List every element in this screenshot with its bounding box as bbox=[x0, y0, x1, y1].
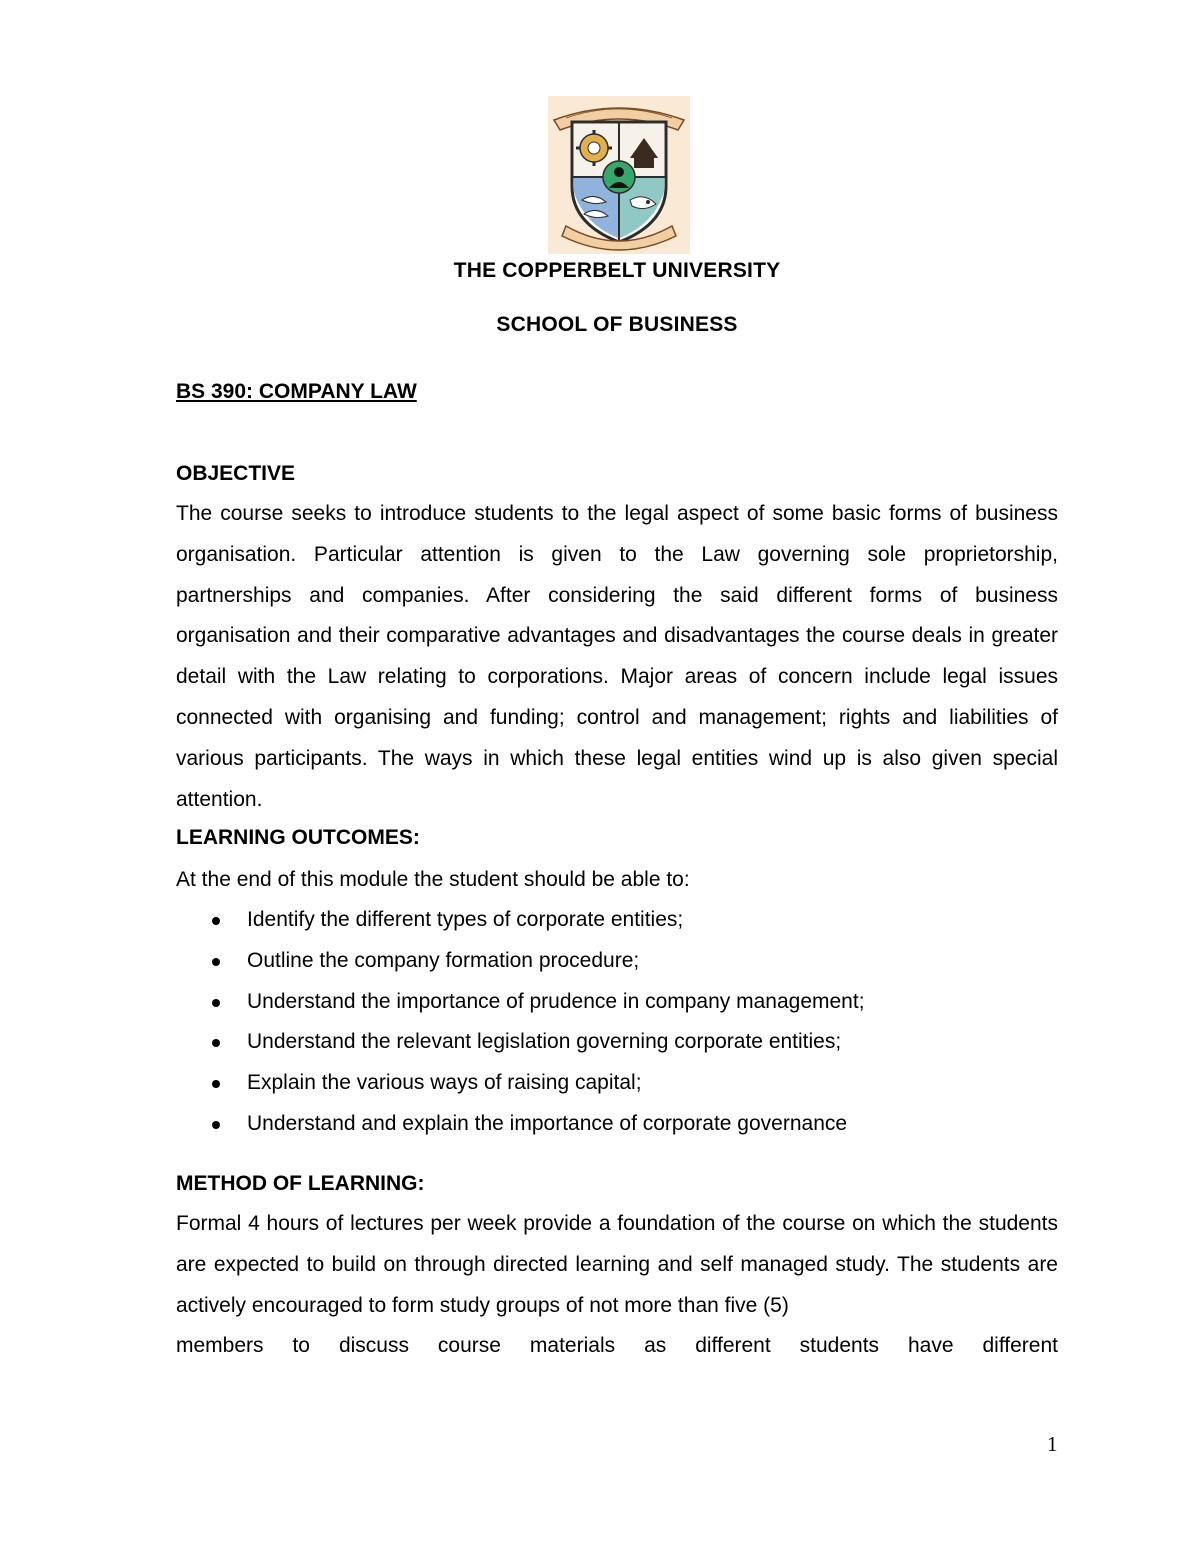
bullet-icon bbox=[212, 1039, 220, 1047]
method-of-learning-heading: METHOD OF LEARNING: bbox=[176, 1172, 425, 1195]
bullet-icon bbox=[212, 917, 220, 925]
learning-outcomes-heading: LEARNING OUTCOMES: bbox=[176, 826, 420, 849]
list-item bbox=[176, 982, 1058, 1023]
list-item-text: Understand and explain the importance of corporate governance bbox=[247, 1111, 848, 1135]
list-item bbox=[176, 1063, 1058, 1104]
objective-heading: OBJECTIVE bbox=[176, 462, 296, 485]
objective-paragraph: The course seeks to introduce students to the legal aspect of some basic forms of business organisation. Particular attention is given to the Law governing sole proprietorship, partnerships and companies. After considering the said different forms of business organisation and their comparative advantages and disadvantages the course deals in greater detail with the Law relating to corporations. Major areas of concern include legal issues connected with organising and funding; control and management; rights and liabilities of various participants. The ways in which these legal entities wind up is also given special attention. bbox=[176, 502, 1058, 811]
bullet-icon bbox=[212, 1080, 220, 1088]
bullet-icon bbox=[212, 958, 220, 966]
list-item bbox=[176, 900, 1058, 941]
course-title: BS 390: COMPANY LAW bbox=[176, 380, 417, 403]
list-item bbox=[176, 1104, 1058, 1145]
list-item-text: Outline the company formation procedure; bbox=[247, 948, 640, 972]
page-number: 1 bbox=[1047, 1432, 1058, 1456]
list-item-text: Explain the various ways of raising capital; bbox=[247, 1071, 642, 1095]
bullet-icon bbox=[212, 999, 220, 1007]
learning-outcomes-intro: At the end of this module the student should be able to: bbox=[176, 868, 690, 891]
list-item-text: Understand the relevant legislation governing corporate entities; bbox=[247, 1030, 842, 1054]
learning-outcomes-list bbox=[176, 900, 1058, 1145]
method-of-learning-text: Formal 4 hours of lectures per week provide a foundation of the course on which the students are expected to build on through directed learning and self managed study. The students are actively encouraged to form study groups of not more than five (5) bbox=[176, 1212, 1058, 1317]
school-name: SCHOOL OF BUSINESS bbox=[496, 313, 738, 336]
list-item-text: Understand the importance of prudence in company management; bbox=[247, 989, 865, 1013]
list-item bbox=[176, 941, 1058, 982]
list-item-text: Identify the different types of corporate entities; bbox=[247, 908, 684, 931]
method-of-learning-last-line: members to discuss course materials as different students have different bbox=[176, 1334, 1058, 1358]
method-of-learning-paragraph bbox=[176, 1204, 1058, 1367]
list-item bbox=[176, 1022, 1058, 1063]
university-name: THE COPPERBELT UNIVERSITY bbox=[453, 259, 781, 282]
university-crest-icon bbox=[548, 96, 690, 254]
bullet-icon bbox=[212, 1121, 220, 1129]
